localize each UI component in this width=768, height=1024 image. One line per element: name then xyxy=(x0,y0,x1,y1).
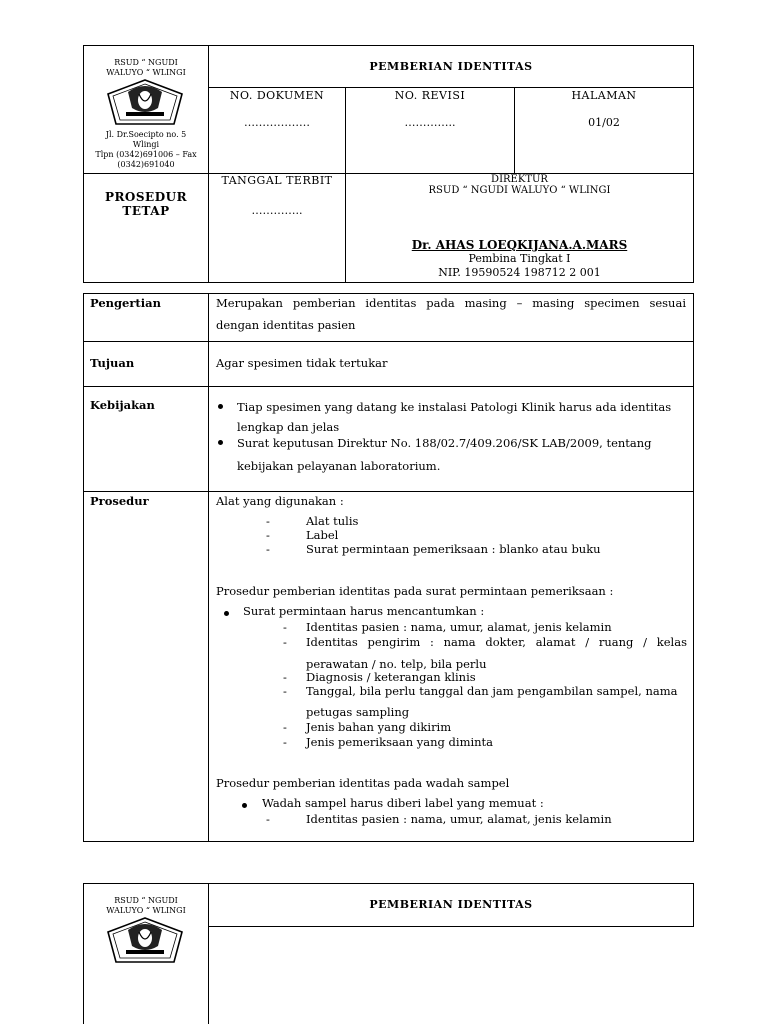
kebijakan-b2-line2: kebijakan pelayanan laboratorium. xyxy=(237,459,441,473)
page-label: HALAMAN xyxy=(571,89,637,102)
dash-icon: - xyxy=(283,720,287,734)
hospital-logo xyxy=(106,78,184,126)
address-line2: Wlingi xyxy=(132,140,160,149)
director-rank: Pembina Tingkat I xyxy=(468,252,571,265)
phone-line1: Tlpn (0342)691006 – Fax xyxy=(95,150,197,159)
bullet-icon xyxy=(224,611,229,616)
section-label-tujuan: Tujuan xyxy=(90,356,135,370)
page-value: 01/02 xyxy=(588,116,620,129)
tools-intro: Alat yang digunakan : xyxy=(216,494,344,508)
address-line1: Jl. Dr.Soecipto no. 5 xyxy=(105,130,187,139)
kebijakan-b1-line2: lengkap dan jelas xyxy=(237,420,340,434)
container-bullet: Wadah sampel harus diberi label yang memuat : xyxy=(262,796,544,810)
form-intro: Prosedur pemberian identitas pada surat permintaan pemeriksaan : xyxy=(216,584,614,598)
form-item: Tanggal, bila perlu tanggal dan jam pengambilan sampel, nama xyxy=(306,684,678,698)
document-title: PEMBERIAN IDENTITAS xyxy=(369,60,533,73)
sop-label xyxy=(84,190,208,218)
hospital-name xyxy=(84,58,208,78)
kebijakan-b1-line1: Tiap spesimen yang datang ke instalasi Patologi Klinik harus ada identitas xyxy=(237,400,672,414)
hospital-name-line2: WALUYO “ WLINGI xyxy=(106,68,186,77)
hospital-name-line1: RSUD “ NGUDI xyxy=(114,58,178,67)
dash-icon: - xyxy=(266,812,270,826)
kebijakan-b2-line1: Surat keputusan Direktur No. 188/02.7/409.206/SK LAB/2009, tentang xyxy=(237,436,652,450)
section-label-kebijakan: Kebijakan xyxy=(90,398,155,412)
section-label-prosedur: Prosedur xyxy=(90,494,149,508)
pengertian-line1: Merupakan pemberian identitas pada masing – masing specimen sesuai xyxy=(216,296,686,310)
tool-item: Label xyxy=(306,528,339,542)
form-item: Jenis pemeriksaan yang diminta xyxy=(306,735,494,749)
container-intro: Prosedur pemberian identitas pada wadah sampel xyxy=(216,776,510,790)
form-item: Diagnosis / keterangan klinis xyxy=(306,670,476,684)
next-hospital-name-line1: RSUD “ NGUDI xyxy=(114,896,178,905)
dash-icon: - xyxy=(266,542,270,556)
issued-label: TANGGAL TERBIT xyxy=(221,174,333,187)
sop-label-line2: TETAP xyxy=(122,204,170,218)
tool-item: Surat permintaan pemeriksaan : blanko atau buku xyxy=(306,542,601,556)
form-item: Jenis bahan yang dikirim xyxy=(306,720,452,734)
doc-no-value: ……………… xyxy=(244,116,310,129)
sop-label-line1: PROSEDUR xyxy=(104,190,188,204)
container-item: Identitas pasien : nama, umur, alamat, jenis kelamin xyxy=(306,812,612,826)
bullet-icon xyxy=(242,803,247,808)
dash-icon: - xyxy=(283,635,287,649)
director-org: RSUD “ NGUDI WALUYO “ WLINGI xyxy=(428,185,611,196)
form-item-cont: petugas sampling xyxy=(306,705,410,719)
phone-line2: (0342)691040 xyxy=(117,160,175,169)
dash-icon: - xyxy=(283,735,287,749)
form-item-cont: perawatan / no. telp, bila perlu xyxy=(306,657,487,671)
tujuan-text: Agar spesimen tidak tertukar xyxy=(216,356,388,370)
form-bullet: Surat permintaan harus mencantumkan : xyxy=(243,604,485,618)
issued-value: ………….. xyxy=(251,204,303,217)
form-item: Identitas pengirim : nama dokter, alamat / ruang / kelas xyxy=(306,635,687,649)
director-title: DIREKTUR xyxy=(491,174,548,185)
tool-item: Alat tulis xyxy=(306,514,359,528)
hospital-logo xyxy=(106,916,184,964)
form-item: Identitas pasien : nama, umur, alamat, jenis kelamin xyxy=(306,620,612,634)
dash-icon: - xyxy=(266,528,270,542)
director-details xyxy=(346,252,693,280)
director-block xyxy=(346,174,693,196)
dash-icon: - xyxy=(283,670,287,684)
hospital-address xyxy=(84,130,208,170)
next-hospital-name xyxy=(84,896,208,916)
pengertian-line2: dengan identitas pasien xyxy=(216,318,356,332)
dash-icon: - xyxy=(283,620,287,634)
director-nip: NIP. 19590524 198712 2 001 xyxy=(438,266,601,279)
next-hospital-name-line2: WALUYO “ WLINGI xyxy=(106,906,186,915)
bullet-icon xyxy=(218,404,223,409)
revision-value: ………….. xyxy=(404,116,456,129)
revision-label: NO. REVISI xyxy=(394,89,466,102)
director-name: Dr. AHAS LOEQKIJANA.A.MARS xyxy=(411,238,628,252)
section-label-pengertian: Pengertian xyxy=(90,296,161,310)
doc-no-label: NO. DOKUMEN xyxy=(229,89,325,102)
dash-icon: - xyxy=(266,514,270,528)
next-document-title: PEMBERIAN IDENTITAS xyxy=(369,898,533,911)
bullet-icon xyxy=(218,440,223,445)
dash-icon: - xyxy=(283,684,287,698)
